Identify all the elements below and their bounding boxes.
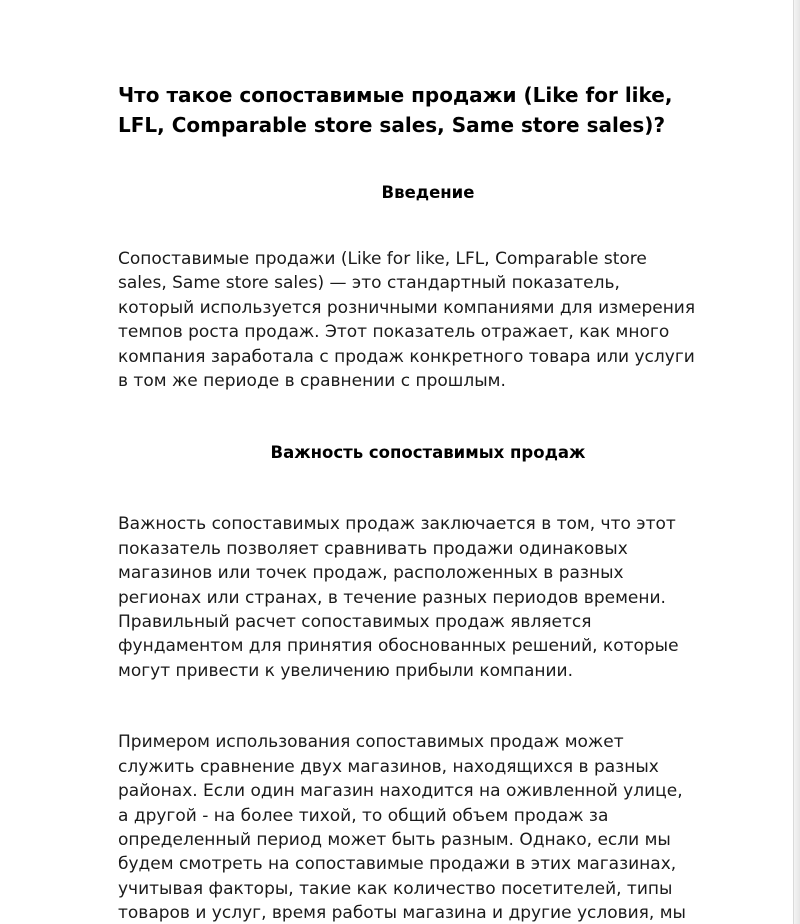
page-title — [118, 80, 728, 140]
text-line: Правильный расчет сопоставимых продаж является — [118, 612, 592, 633]
text-line: Сопоставимые продажи (Like for like, LFL, Comparable store — [118, 249, 647, 269]
text-line: компания заработала с продаж конкретного товара или услуги — [118, 346, 695, 367]
text-line: который используется розничными компаниями для измерения — [118, 297, 696, 318]
text-line: sales, Same store sales) — это стандартный показатель, — [118, 273, 620, 294]
text-line: могут привести к увеличению прибыли компании. — [118, 660, 573, 681]
paragraph-intro — [118, 247, 743, 393]
text-line: служить сравнение двух магазинов, находящихся в разных — [118, 756, 659, 777]
title-line: Что такое сопоставимые продажи (Like for like, — [118, 83, 673, 107]
paragraph-example — [118, 730, 743, 924]
section-heading-importance: Важность сопоставимых продаж — [270, 443, 586, 463]
text-line: будем смотреть на сопоставимые продажи в этих магазинах, — [118, 854, 677, 875]
text-line: Важность сопоставимых продаж заключается в том, что этот — [118, 514, 676, 535]
text-line: в том же периоде в сравнении с прошлым. — [118, 371, 506, 392]
paragraph-importance — [118, 512, 743, 683]
document-content — [118, 80, 758, 924]
text-line: регионах или странах, в течение разных периодов времени. — [118, 587, 666, 608]
text-line: учитывая факторы, такие как количество посетителей, типы — [118, 878, 673, 899]
text-line: фундаментом для принятия обоснованных решений, которые — [118, 636, 679, 657]
text-line: районах. Если один магазин находится на оживленной улице, — [118, 781, 683, 802]
page-edge-shadow — [793, 0, 800, 924]
text-line: показатель позволяет сравнивать продажи одинаковых — [118, 538, 628, 559]
title-line: LFL, Comparable store sales, Same store sales)? — [118, 113, 666, 137]
text-line: магазинов или точек продаж, расположенных в разных — [118, 563, 624, 584]
text-line: товаров и услуг, время работы магазина и другие условия, мы — [118, 903, 686, 924]
text-line: а другой - на более тихой, то общий объем продаж за — [118, 805, 609, 826]
text-line: определенный период может быть разным. Однако, если мы — [118, 829, 671, 850]
section-heading-intro: Введение — [381, 183, 475, 202]
text-line: темпов роста продаж. Этот показатель отражает, как много — [118, 322, 670, 343]
text-line: Примером использования сопоставимых продаж может — [118, 732, 624, 753]
